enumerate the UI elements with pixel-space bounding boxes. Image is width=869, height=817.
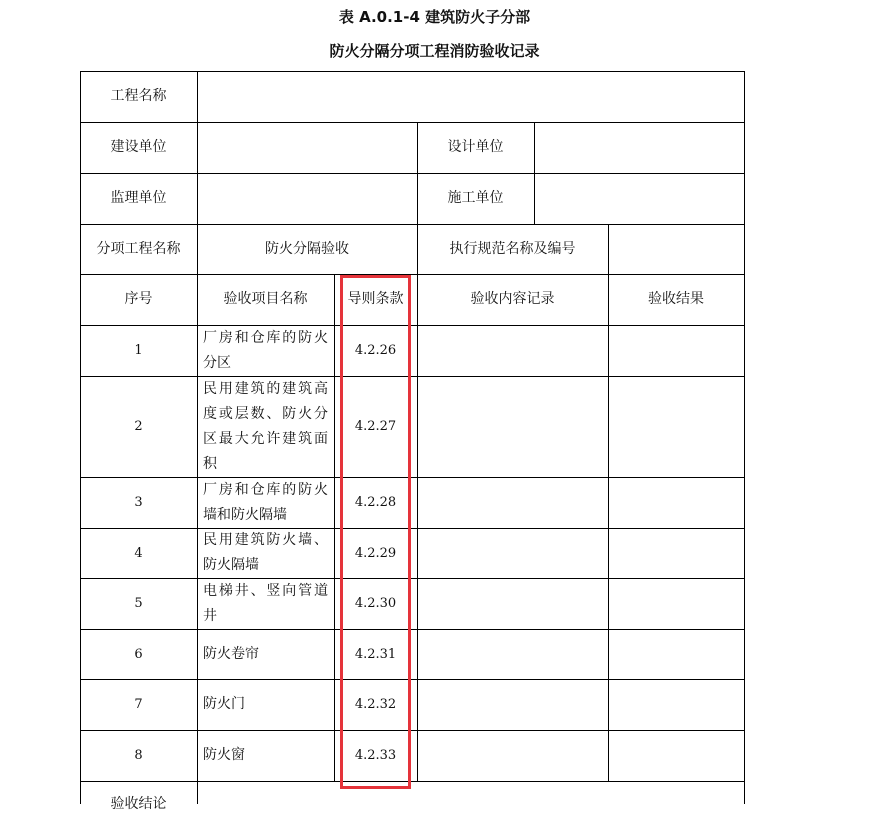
row-seq: 2 (134, 419, 143, 434)
header-result: 验收结果 (648, 291, 704, 307)
row-result (608, 325, 744, 376)
row-clause: 4.2.27 (354, 419, 397, 434)
row-item (197, 477, 334, 528)
row-result (608, 578, 744, 629)
row-item-text: 防火门 (203, 696, 245, 712)
row-result (608, 477, 744, 528)
row-clause: 4.2.32 (354, 697, 397, 712)
row-item (197, 578, 334, 629)
row-result (608, 528, 744, 578)
row-seq: 6 (134, 646, 143, 662)
builder-unit-label: 施工单位 (447, 190, 504, 206)
row-clause: 4.2.28 (354, 495, 397, 510)
row-clause: 4.2.33 (354, 748, 397, 763)
supervision-unit-value (197, 173, 417, 224)
row-item (197, 528, 334, 578)
standard-value (608, 224, 744, 274)
row-record (417, 578, 608, 629)
table-number-title: 表 A.0.1-4 建筑防火子分部 (338, 8, 531, 26)
row-item (197, 730, 334, 781)
row-item (197, 376, 334, 477)
row-seq: 7 (134, 697, 143, 712)
form-title: 防火分隔分项工程消防验收记录 (329, 42, 540, 60)
header-record: 验收内容记录 (470, 291, 555, 307)
header-seq: 序号 (124, 291, 153, 307)
project-name-value (197, 71, 744, 122)
row-record (417, 730, 608, 781)
row-seq: 3 (134, 495, 143, 510)
row-item-text: 厂房和仓库的防火分区 (203, 329, 328, 371)
construction-unit-label: 建设单位 (110, 139, 167, 155)
row-clause: 4.2.26 (354, 343, 397, 358)
row-record (417, 679, 608, 730)
conclusion-label: 验收结论 (110, 796, 167, 812)
project-name-label: 工程名称 (110, 88, 167, 104)
row-result (608, 679, 744, 730)
header-clause: 导则条款 (347, 291, 404, 307)
standard-label: 执行规范名称及编号 (449, 240, 576, 257)
row-seq: 5 (134, 596, 143, 611)
builder-unit-value (534, 173, 744, 224)
row-seq: 8 (134, 748, 143, 763)
row-record (417, 376, 608, 477)
row-clause: 4.2.30 (354, 596, 397, 611)
row-clause: 4.2.29 (354, 545, 397, 561)
row-record (417, 477, 608, 528)
row-item-text: 防火卷帘 (203, 645, 259, 662)
row-item-text: 厂房和仓库的防火墙和防火隔墙 (203, 481, 328, 523)
row-item (197, 679, 334, 730)
row-result (608, 730, 744, 781)
row-result (608, 376, 744, 477)
header-item: 验收项目名称 (223, 291, 308, 307)
design-unit-label: 设计单位 (447, 139, 504, 155)
row-result (608, 629, 744, 679)
row-record (417, 528, 608, 578)
supervision-unit-label: 监理单位 (110, 190, 167, 206)
row-item (197, 629, 334, 679)
row-record (417, 325, 608, 376)
table-rule (744, 71, 745, 804)
design-unit-value (534, 122, 744, 173)
row-clause: 4.2.31 (354, 646, 397, 662)
row-seq: 1 (134, 343, 143, 358)
sub-project-value: 防火分隔验收 (265, 240, 349, 257)
row-item-text: 民用建筑防火墙、防火隔墙 (203, 532, 328, 573)
row-item (197, 325, 334, 376)
row-seq: 4 (134, 545, 143, 561)
construction-unit-value (197, 122, 417, 173)
row-item-text: 民用建筑的建筑高度或层数、防火分区最大允许建筑面积 (203, 380, 328, 472)
row-record (417, 629, 608, 679)
sub-project-label: 分项工程名称 (96, 240, 181, 257)
row-item-text: 防火窗 (203, 747, 245, 763)
row-item-text: 电梯井、竖向管道井 (203, 582, 328, 624)
